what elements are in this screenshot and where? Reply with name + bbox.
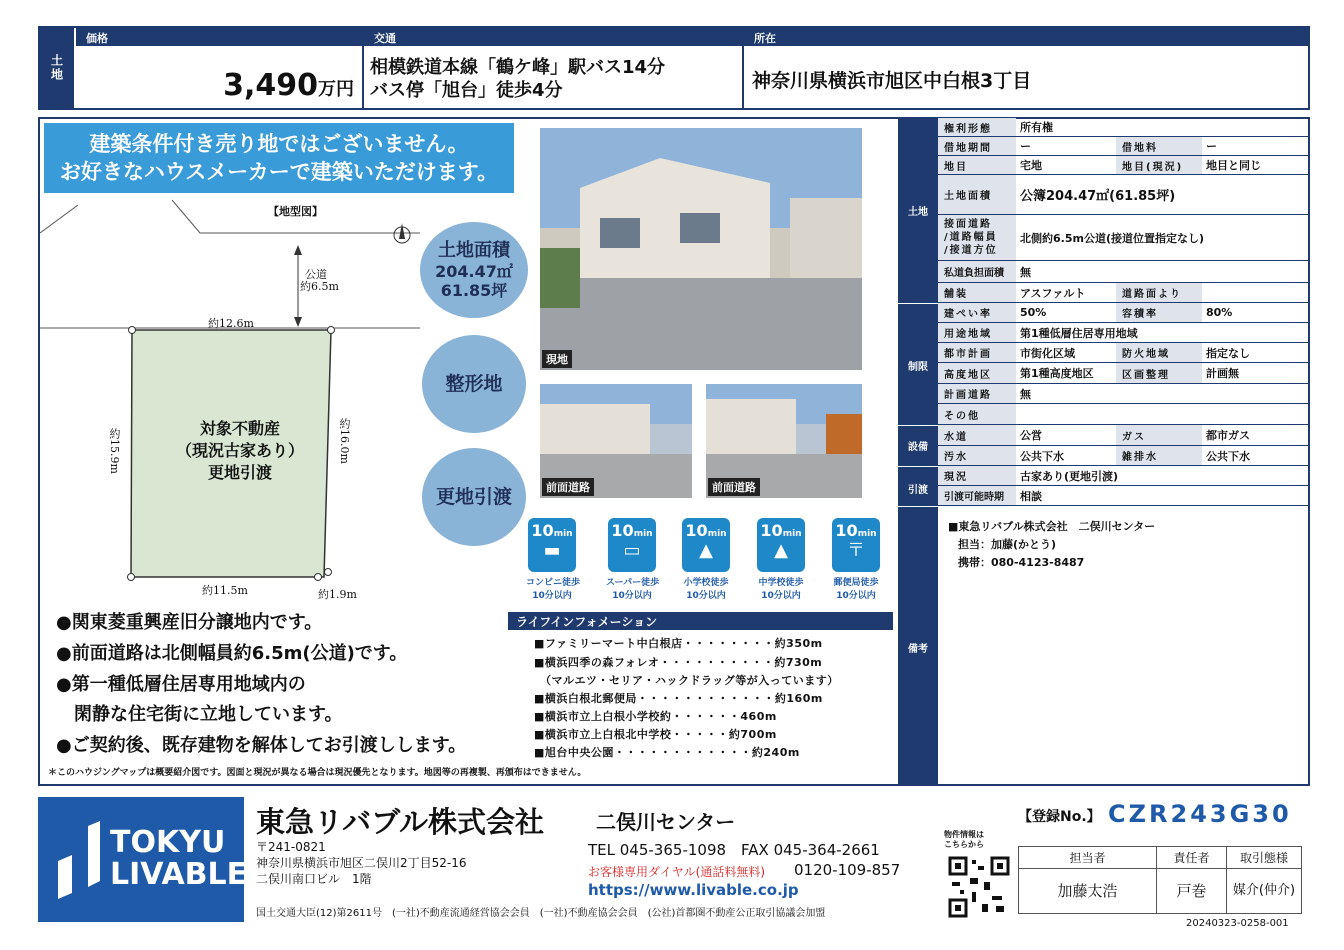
delivery-text: 更地引渡 xyxy=(435,485,512,508)
road-photo-1-label: 前面道路 xyxy=(542,478,594,496)
spec-row: 高度地区 第1種高度地区 区画整理 計画無 xyxy=(938,363,1308,384)
road-photo-2-label: 前面道路 xyxy=(708,478,760,496)
free-dial-label: お客様専用ダイヤル(通話料無料) xyxy=(588,865,766,879)
spec-row: その他 xyxy=(938,404,1308,425)
post-office-icon: 〒 xyxy=(847,540,865,561)
road-width-label: 約6.5m xyxy=(300,280,339,293)
disclaimer: ＊このハウジングマップは概要紹介図です。図面と現況が異なる場合は現況優先となります。地図等の再複製、再頒布はできません。 xyxy=(48,768,587,778)
transaction-type: 媒介(仲介) xyxy=(1232,883,1296,898)
plan-title: 【地型図】 xyxy=(268,205,323,218)
website-link[interactable]: https://www.livable.co.jp xyxy=(588,881,799,899)
spec-row: 私道負担面積 無 xyxy=(938,261,1308,283)
life-item: ■横浜市立上白根北中学校・・・・・約700m xyxy=(534,728,777,741)
access-line-1: 相模鉄道本線「鶴ケ峰」駅バス14分 xyxy=(370,57,666,78)
lot-plan-diagram xyxy=(40,195,420,605)
bullet-4: 閑静な住宅街に立地しています。 xyxy=(56,704,343,725)
free-dial-number: 0120-109-857 xyxy=(794,861,901,879)
zip: 〒241-0821 xyxy=(256,840,326,854)
remarks xyxy=(948,518,1155,572)
life-info-title: ライフインフォメーション xyxy=(508,612,893,630)
spec-row: 接面道路 /道路幅員 /接道方位 北側約6.5m公道(接道位置指定なし) xyxy=(938,215,1308,261)
banner-line-2: お好きなハウスメーカーで建築いただけます。 xyxy=(59,160,499,184)
life-item: ■横浜白根北郵便局・・・・・・・・・・・・約160m xyxy=(534,692,823,705)
main-photo-label: 現地 xyxy=(542,350,572,368)
qr-code-icon[interactable] xyxy=(948,856,1010,918)
spec-row: 水道 公営 ガス 都市ガス xyxy=(938,425,1308,446)
company-logo xyxy=(38,797,248,922)
life-item: （マルエツ・セリア・ハックドラッグ等が入っています） xyxy=(534,674,839,687)
spec-row: 地目 宅地 地目(現況) 地目と同じ xyxy=(938,156,1308,175)
access-caption: 交通 xyxy=(364,28,742,46)
divider xyxy=(362,28,364,108)
license: 国土交通大臣(12)第2611号 (一社)不動産流通経営協会会員 (一社)不動産協会会員 (公社)首都圏不動産公正取引協議会加盟 xyxy=(256,908,826,919)
condition-banner xyxy=(44,123,514,193)
spec-section-facility: 設備 xyxy=(908,442,928,453)
divider xyxy=(742,28,744,108)
spec-section-remarks: 備考 xyxy=(908,644,928,655)
main-photo xyxy=(540,128,862,370)
icon-junior-high: 10min ▲ 中学校徒歩 10分以内 xyxy=(755,518,807,601)
access-line-2: バス停「旭台」徒歩4分 xyxy=(370,80,563,101)
lot-line-1: 対象不動産 xyxy=(199,419,280,438)
remarks-line-3: 携帯：080-4123-8487 xyxy=(958,556,1085,569)
life-item: ■旭台中央公園・・・・・・・・・・・・約240m xyxy=(534,746,800,759)
life-item: ■横浜四季の森フォレオ・・・・・・・・・・約730m xyxy=(534,656,823,669)
area-title: 土地面積 xyxy=(438,240,510,262)
top-width-label: 約12.6m xyxy=(208,317,254,330)
road-label: 公道 xyxy=(305,268,327,281)
address-2: 二俣川南口ビル 1階 xyxy=(256,872,372,886)
spec-row: 現況 古家あり(更地引渡) xyxy=(938,466,1308,486)
location-value: 神奈川県横浜市旭区中白根3丁目 xyxy=(752,70,1032,92)
qr-caption: 物件情報は こちらから xyxy=(944,830,984,849)
shape-text: 整形地 xyxy=(445,372,503,395)
spec-row: 用途地域 第1種低層住居専用地域 xyxy=(938,323,1308,343)
icon-supermarket: 10min ▭ スーパー徒歩 10分以内 xyxy=(606,518,658,601)
spec-row: 借地期間 ー 借地料 ー xyxy=(938,137,1308,156)
remarks-line-1: ■東急リバブル株式会社 二俣川センター xyxy=(948,520,1156,533)
spec-section-delivery: 引渡 xyxy=(908,485,928,496)
price-cell xyxy=(76,46,360,108)
logo-text: TOKYU LIVABLE xyxy=(110,825,248,892)
side-tag-land: 土地 xyxy=(40,28,74,108)
lot-description xyxy=(150,418,330,484)
right-length-label: 約16.0m xyxy=(338,418,351,464)
responsibility-table: 担当者 責任者 取引態様 加藤太浩 戸巻 媒介(仲介) xyxy=(1018,846,1302,914)
supermarket-icon: ▭ xyxy=(623,540,641,561)
bullet-2: ●前面道路は北側幅員約6.5m(公道)です。 xyxy=(56,643,408,664)
icon-convenience: 10min ▬ コンビニ徒歩 10分以内 xyxy=(526,518,578,601)
corner-cut-label: 約1.9m xyxy=(318,588,357,601)
delivery-circle xyxy=(422,448,526,546)
shape-circle xyxy=(422,335,526,433)
life-item: ■ファミリーマート中白根店・・・・・・・・約350m xyxy=(534,637,823,650)
header-bar xyxy=(38,26,1310,110)
spec-row: 汚水 公共下水 雑排水 公共下水 xyxy=(938,446,1308,466)
company-name: 東急リバブル株式会社 xyxy=(256,805,544,839)
banner-line-1: 建築条件付き売り地ではございません。 xyxy=(89,132,469,156)
price-caption: 価格 xyxy=(76,28,362,46)
store-icon: ▬ xyxy=(543,540,561,561)
spec-row: 権利形態 所有権 xyxy=(938,118,1308,137)
registration-label: 【登録No.】 xyxy=(1018,809,1101,825)
spec-section-restrict: 制限 xyxy=(908,362,928,373)
life-item: ■横浜市立上白根小学校約・・・・・・460m xyxy=(534,710,777,723)
price-value: 3,490 xyxy=(223,68,318,103)
address-1: 神奈川県横浜市旭区二俣川2丁目52-16 xyxy=(256,856,467,870)
area-circle xyxy=(420,222,528,318)
location-caption: 所在 xyxy=(744,28,1308,46)
spec-row: 都市計画 市街化区域 防火地域 指定なし xyxy=(938,343,1308,363)
spec-section-land: 土地 xyxy=(908,207,928,218)
branch-name: 二俣川センター xyxy=(596,810,736,834)
tel-fax: TEL 045-365-1098 FAX 045-364-2661 xyxy=(588,841,880,859)
icon-elementary: 10min ▲ 小学校徒歩 10分以内 xyxy=(680,518,732,601)
spec-row: 建ぺい率 50% 容積率 80% xyxy=(938,303,1308,323)
area-m2: 204.47㎡ xyxy=(435,261,513,281)
remarks-line-2: 担当：加藤(かとう) xyxy=(958,538,1057,551)
road-photo-2 xyxy=(706,384,862,498)
price-unit: 万円 xyxy=(318,79,354,100)
icon-post-office: 10min 〒 郵便局徒歩 10分以内 xyxy=(830,518,882,601)
bullet-5: ●ご契約後、既存建物を解体してお引渡しします。 xyxy=(56,735,467,756)
school-icon: ▲ xyxy=(699,540,713,561)
spec-row: 土地面積 公簿204.47㎡(61.85坪) xyxy=(938,175,1308,215)
bullet-3: ●第一種低層住居専用地域内の xyxy=(56,674,306,695)
house-photo-image xyxy=(540,128,862,370)
bottom-width-label: 約11.5m xyxy=(202,584,248,597)
access-cell xyxy=(370,46,740,108)
lot-line-2: （現況古家あり） xyxy=(175,441,304,460)
spec-row: 舗装 アスファルト 道路面より xyxy=(938,283,1308,303)
lot-line-3: 更地引渡 xyxy=(207,463,272,482)
area-tsubo: 61.85坪 xyxy=(440,280,508,300)
left-length-label: 約15.9m xyxy=(108,428,121,474)
registration-number: CZR243G30 xyxy=(1108,800,1292,828)
document-code: 20240323-0258-001 xyxy=(1186,918,1289,929)
school-icon: ▲ xyxy=(774,540,788,561)
manager-name: 戸巻 xyxy=(1157,869,1227,913)
logo-mark-icon xyxy=(48,821,118,901)
spec-row: 計画道路 無 xyxy=(938,384,1308,404)
staff-name: 加藤太浩 xyxy=(1019,869,1157,913)
bullet-1: ●関東菱重興産旧分譲地内です。 xyxy=(56,612,323,633)
spec-row: 引渡可能時期 相談 xyxy=(938,486,1308,506)
road-photo-1 xyxy=(540,384,692,498)
